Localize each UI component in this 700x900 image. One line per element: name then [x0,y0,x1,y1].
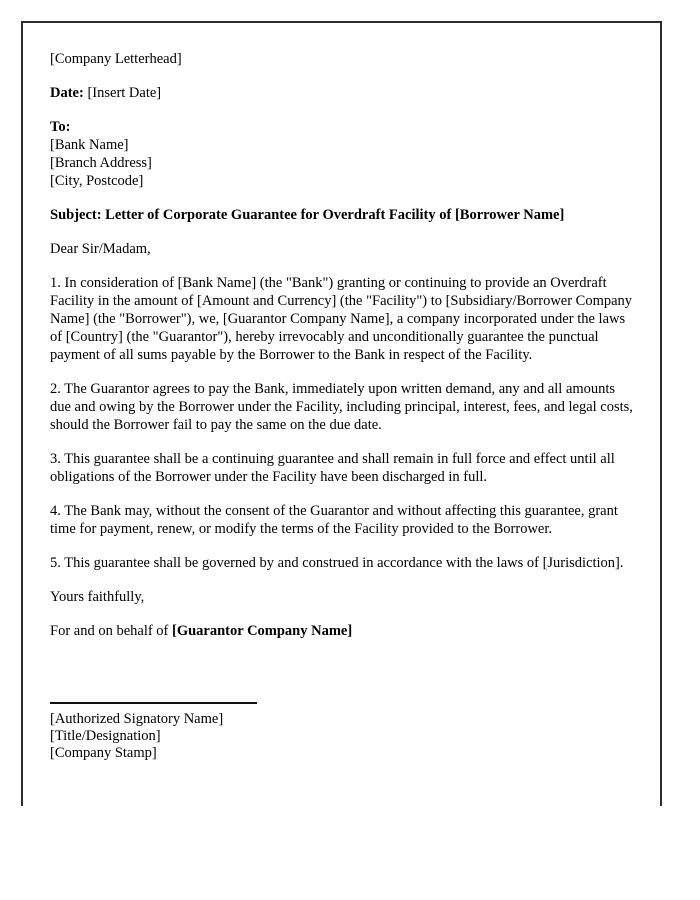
recipient-bank-name: [Bank Name] [50,137,129,153]
letter-content [23,23,660,762]
company-letterhead: [Company Letterhead] [50,51,182,67]
signatory-line [50,622,633,640]
letter-page [21,21,662,806]
signatory-company: [Guarantor Company Name] [172,623,353,639]
date-line [50,84,633,102]
title-designation: [Title/Designation] [50,728,161,744]
date-label: Date: [50,85,88,101]
recipient-branch-address: [Branch Address] [50,155,152,171]
body-paragraph-4: 4. The Bank may, without the consent of the Guarantor and without affecting this guarantee, grant time for payment, renew, or modify the terms of the Facility provided to the Borrower. [50,503,618,537]
body-paragraph-2: 2. The Guarantor agrees to pay the Bank, immediately upon written demand, any and all amounts due and owing by the Borrower under the Facility, including principal, interest, fees, and legal costs, should the Borrower fail to pay the same on the due date. [50,381,633,433]
body-paragraph-3: 3. This guarantee shall be a continuing guarantee and shall remain in full force and effect until all obligations of the Borrower under the Facility have been discharged in full. [50,451,615,485]
body-paragraph-5: 5. This guarantee shall be governed by and construed in accordance with the laws of [Jurisdiction]. [50,555,624,571]
closing-line: Yours faithfully, [50,589,145,605]
subject-line: Subject: Letter of Corporate Guarantee for Overdraft Facility of [Borrower Name] [50,207,565,223]
date-value: [Insert Date] [87,85,162,101]
salutation: Dear Sir/Madam, [50,241,151,257]
company-stamp: [Company Stamp] [50,745,157,761]
signature-line [50,702,257,704]
signatory-prefix: For and on behalf of [50,623,173,639]
to-label: To: [50,119,71,135]
recipient-block [50,118,633,190]
recipient-city-postcode: [City, Postcode] [50,173,144,189]
authorized-signatory-name: [Authorized Signatory Name] [50,711,224,727]
body-paragraph-1: 1. In consideration of [Bank Name] (the "Bank") granting or continuing to provide an Overdraft Facility in the amount of [Amount and Currency] (the "Facility") to [Subsidiary/Borrower Company Name] (the "Borrower"), we, [Guarantor Company Name], a company incorporated under the laws of [Country] (the "Guarantor"), hereby irrevocably and unconditionally guarantee the punctual payment of all sums payable by the Borrower to the Bank in respect of the Facility. [50,275,633,363]
signature-block [50,702,633,762]
